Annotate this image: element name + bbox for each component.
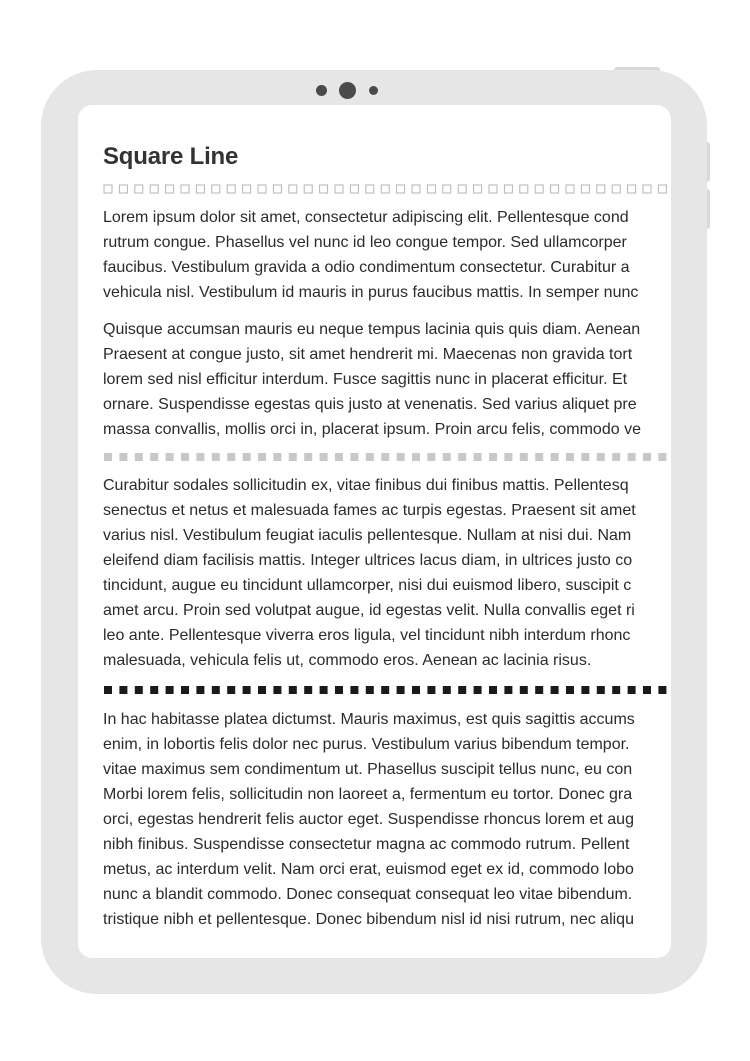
divider-square	[273, 185, 281, 193]
divider-square	[243, 686, 251, 694]
divider-square	[150, 185, 158, 193]
divider-square	[520, 453, 528, 461]
divider-square	[381, 453, 389, 461]
square-line-light-divider	[103, 452, 671, 462]
divider-square	[443, 453, 451, 461]
divider-square	[366, 185, 374, 193]
divider-square	[212, 686, 220, 694]
divider-square	[612, 453, 620, 461]
paragraph-line: metus, ac interdum velit. Nam orci erat, euismod eget ex id, commodo lobo	[103, 861, 634, 878]
divider-square	[612, 686, 620, 694]
paragraph-1	[103, 205, 638, 305]
paragraph-2	[103, 317, 641, 442]
divider-square	[443, 686, 451, 694]
divider-square	[212, 185, 220, 193]
divider-square	[504, 185, 512, 193]
divider-square	[427, 453, 435, 461]
divider-square	[350, 453, 358, 461]
divider-square	[412, 185, 420, 193]
divider-square	[150, 686, 158, 694]
paragraph-line: In hac habitasse platea dictumst. Mauris maximus, est quis sagittis accums	[103, 711, 635, 728]
divider-square	[474, 453, 482, 461]
divider-square	[273, 453, 281, 461]
divider-square	[196, 185, 204, 193]
divider-square	[104, 453, 112, 461]
divider-square	[166, 185, 174, 193]
divider-square	[289, 185, 297, 193]
paragraph-3	[103, 473, 636, 673]
divider-square	[581, 686, 589, 694]
divider-square	[181, 453, 189, 461]
divider-square	[566, 185, 574, 193]
divider-square	[566, 453, 574, 461]
divider-square	[643, 453, 651, 461]
divider-square	[181, 686, 189, 694]
paragraph-line: malesuada, vehicula felis ut, commodo eros. Aenean ac lacinia risus.	[103, 652, 592, 669]
divider-square	[520, 686, 528, 694]
paragraph-line: massa convallis, mollis orci in, placerat ipsum. Proin arcu felis, commodo ve	[103, 421, 641, 438]
divider-square	[289, 686, 297, 694]
divider-square	[581, 453, 589, 461]
paragraph-line: vitae maximus sem condimentum ut. Phasellus suscipit tellus nunc, eu con	[103, 761, 633, 778]
divider-square	[458, 686, 466, 694]
paragraph-line: amet arcu. Proin sed volutpat augue, id egestas velit. Nulla convallis eget ri	[103, 602, 635, 619]
divider-square	[335, 453, 343, 461]
paragraph-line: enim, in lobortis felis dolor nec purus. Vestibulum varius bibendum tempor.	[103, 736, 630, 753]
paragraph-line: tincidunt, augue eu tincidunt ullamcorper, nisi dui euismod libero, suscipit c	[103, 577, 632, 594]
divider-square	[119, 686, 127, 694]
divider-square	[643, 185, 651, 193]
paragraph-line: orci, egestas hendrerit felis auctor eget. Suspendisse rhoncus lorem et aug	[103, 811, 634, 828]
sensor-dot-icon	[316, 85, 327, 96]
paragraph-line: ornare. Suspendisse egestas quis justo at venenatis. Sed varius aliquet pre	[103, 396, 637, 413]
divider-square	[474, 686, 482, 694]
paragraph-line: varius nisl. Vestibulum feugiat iaculis pellentesque. Nullam at nisi dui. Nam	[103, 527, 632, 544]
divider-square	[397, 686, 405, 694]
divider-square	[658, 453, 666, 461]
divider-square	[119, 453, 127, 461]
paragraph-4	[103, 707, 635, 932]
divider-square	[458, 453, 466, 461]
divider-square	[104, 185, 112, 193]
paragraph-line: nibh finibus. Suspendisse consectetur magna ac commodo rutrum. Pellent	[103, 836, 630, 853]
divider-square	[551, 686, 559, 694]
divider-square	[166, 453, 174, 461]
divider-square	[597, 686, 605, 694]
divider-square	[243, 185, 251, 193]
divider-square	[381, 686, 389, 694]
divider-square	[366, 686, 374, 694]
divider-square	[489, 185, 497, 193]
divider-square	[504, 686, 512, 694]
divider-square	[289, 453, 297, 461]
square-line-light	[103, 452, 671, 462]
divider-square	[258, 686, 266, 694]
divider-square	[258, 185, 266, 193]
divider-square	[166, 686, 174, 694]
divider-square	[227, 453, 235, 461]
divider-square	[320, 185, 328, 193]
paragraph-line: eleifend diam facilisis mattis. Integer ultrices lacus diam, in ultrices justo co	[103, 552, 633, 569]
divider-square	[366, 453, 374, 461]
divider-square	[551, 185, 559, 193]
divider-square	[535, 185, 543, 193]
divider-square	[628, 453, 636, 461]
divider-square	[304, 185, 312, 193]
divider-square	[243, 453, 251, 461]
paragraph-line: Lorem ipsum dolor sit amet, consectetur adipiscing elit. Pellentesque cond	[103, 209, 629, 226]
divider-square	[212, 453, 220, 461]
divider-square	[227, 686, 235, 694]
paragraph-line: Curabitur sodales sollicitudin ex, vitae finibus dui finibus mattis. Pellentesq	[103, 477, 629, 494]
divider-square	[489, 453, 497, 461]
divider-square	[504, 453, 512, 461]
divider-square	[350, 185, 358, 193]
divider-square	[181, 185, 189, 193]
divider-square	[489, 686, 497, 694]
divider-square	[335, 185, 343, 193]
divider-square	[135, 686, 143, 694]
square-line-outline-divider	[103, 184, 671, 194]
divider-square	[551, 453, 559, 461]
divider-square	[474, 185, 482, 193]
divider-square	[412, 686, 420, 694]
divider-square	[535, 453, 543, 461]
divider-square	[597, 453, 605, 461]
paragraph-line: lorem sed nisl efficitur interdum. Fusce sagittis nunc in placerat efficitur. Et	[103, 371, 628, 388]
divider-square	[643, 686, 651, 694]
divider-square	[320, 453, 328, 461]
paragraph-line: leo ante. Pellentesque viverra eros ligula, vel tincidunt nibh interdum rhonc	[103, 627, 631, 644]
divider-square	[119, 185, 127, 193]
divider-square	[628, 686, 636, 694]
divider-square	[597, 185, 605, 193]
divider-square	[196, 453, 204, 461]
divider-square	[258, 453, 266, 461]
divider-square	[628, 185, 636, 193]
divider-square	[227, 185, 235, 193]
divider-square	[427, 686, 435, 694]
divider-square	[104, 686, 112, 694]
square-line-dark-divider	[103, 685, 671, 695]
divider-square	[520, 185, 528, 193]
divider-square	[196, 686, 204, 694]
divider-square	[397, 185, 405, 193]
paragraph-line: vehicula nisl. Vestibulum id mauris in purus faucibus mattis. In semper nunc	[103, 284, 639, 301]
camera-lens-icon	[339, 82, 356, 99]
divider-square	[350, 686, 358, 694]
divider-square	[273, 686, 281, 694]
divider-square	[427, 185, 435, 193]
divider-square	[381, 185, 389, 193]
divider-square	[412, 453, 420, 461]
paragraph-line: senectus et netus et malesuada fames ac turpis egestas. Praesent sit amet	[103, 502, 636, 519]
divider-square	[535, 686, 543, 694]
divider-square	[304, 686, 312, 694]
paragraph-line: rutrum congue. Phasellus vel nunc id leo congue tempor. Sed ullamcorper	[103, 234, 627, 251]
divider-square	[443, 185, 451, 193]
paragraph-line: Praesent at congue justo, sit amet hendrerit mi. Maecenas non gravida tort	[103, 346, 633, 363]
divider-square	[150, 453, 158, 461]
divider-square	[612, 185, 620, 193]
divider-square	[581, 185, 589, 193]
sensor-dot-icon	[369, 86, 378, 95]
square-line-outline	[103, 184, 671, 194]
square-line-dark	[103, 685, 671, 695]
paragraph-line: nunc a blandit commodo. Donec consequat consequat leo vitae bibendum.	[103, 886, 633, 903]
paragraph-line: Quisque accumsan mauris eu neque tempus lacinia quis quis diam. Aenean	[103, 321, 641, 338]
page-title: Square Line	[103, 143, 239, 170]
divider-square	[458, 185, 466, 193]
divider-square	[304, 453, 312, 461]
camera-dots-icon	[315, 82, 385, 98]
divider-square	[135, 453, 143, 461]
divider-square	[135, 185, 143, 193]
divider-square	[658, 185, 666, 193]
paragraph-line: tristique nibh et pellentesque. Donec bibendum nisl id nisi rutrum, nec aliqu	[103, 911, 634, 928]
paragraph-line: faucibus. Vestibulum gravida a odio condimentum consectetur. Curabitur a	[103, 259, 630, 276]
divider-square	[320, 686, 328, 694]
paragraph-line: Morbi lorem felis, sollicitudin non laoreet a, fermentum eu tortor. Donec gra	[103, 786, 633, 803]
divider-square	[397, 453, 405, 461]
tablet-screen[interactable]	[78, 105, 671, 958]
divider-square	[566, 686, 574, 694]
divider-square	[658, 686, 666, 694]
divider-square	[335, 686, 343, 694]
